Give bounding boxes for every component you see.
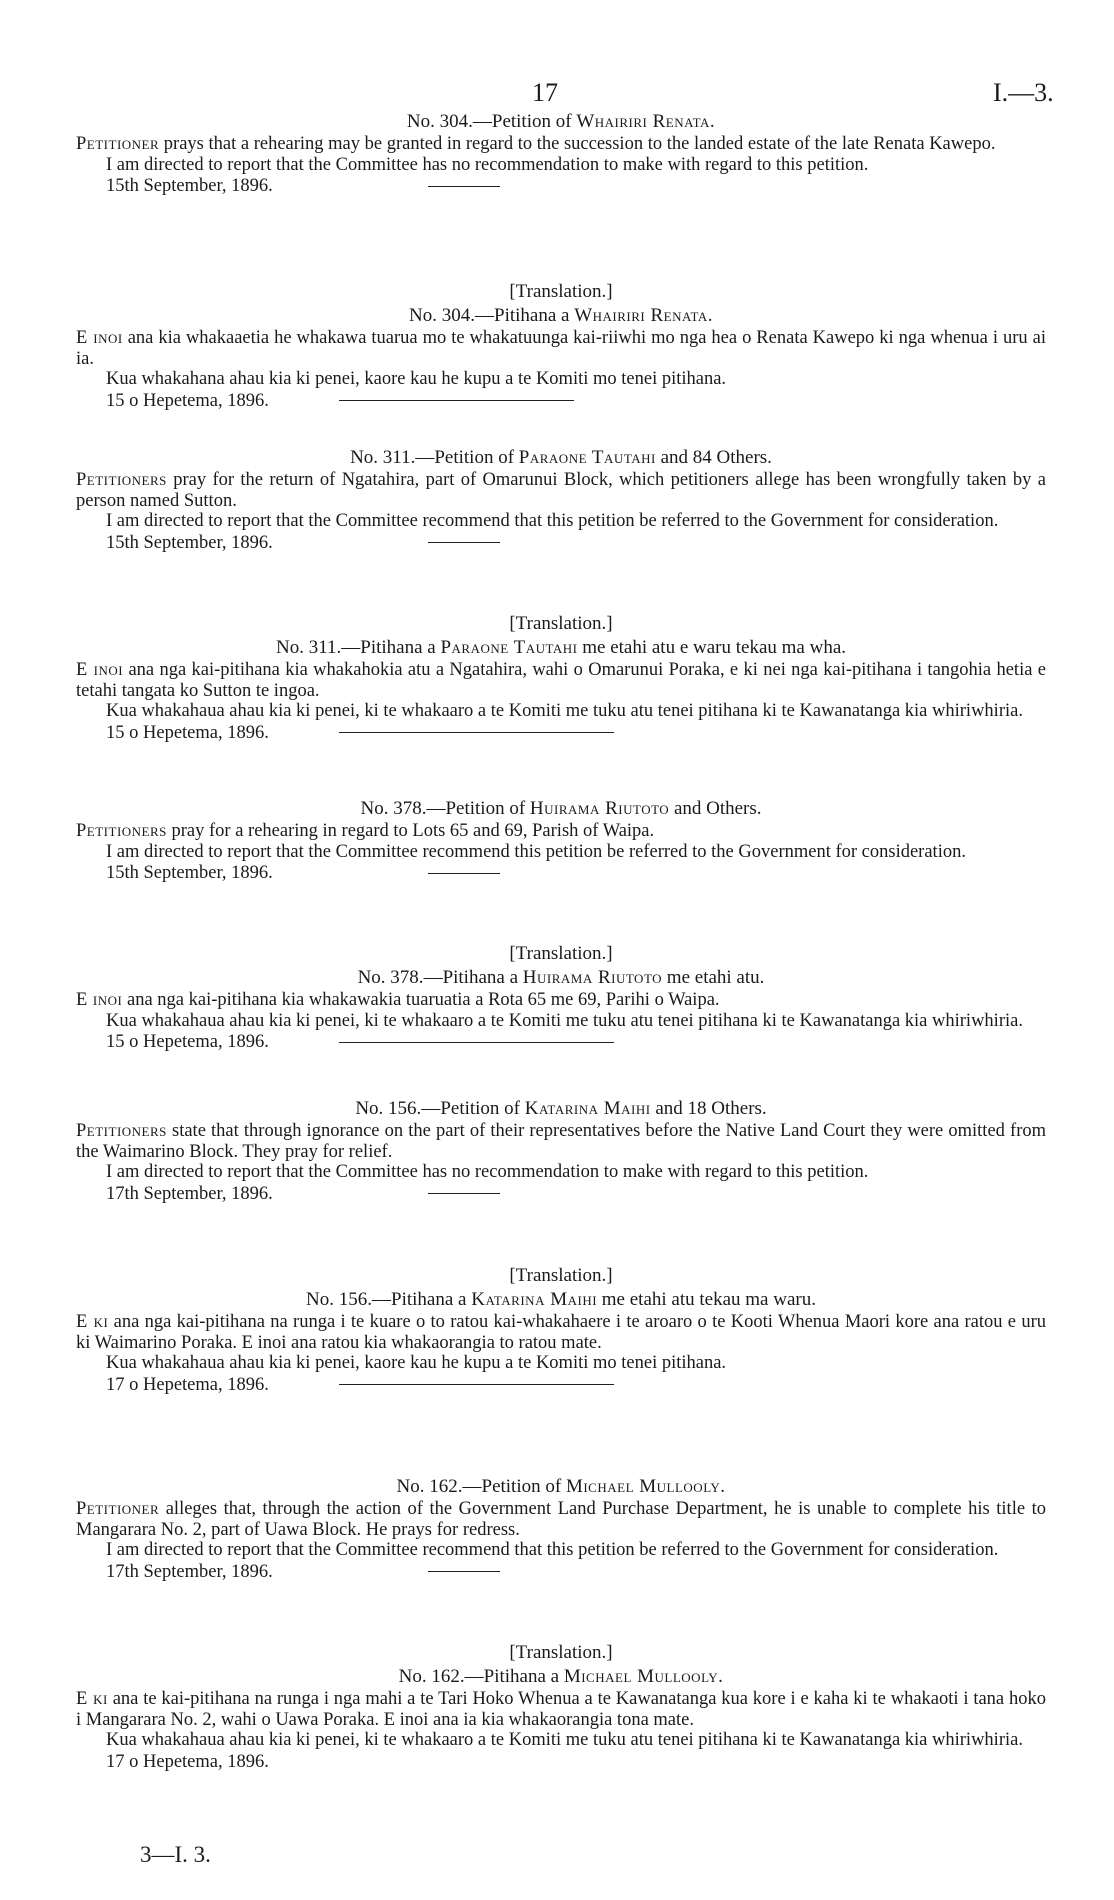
committee-report: I am directed to report that the Committee recommend this petition be referred to the Government for consideration. [106,841,966,862]
report-date: 17th September, 1896. [76,1183,1046,1205]
translation-label: [Translation.] [509,1642,613,1663]
committee-report: Kua whakahaua ahau kia ki penei, ki te whakaaro a te Komiti me tuku atu tenei pitihana ki te Kawanatanga kia whiriwhiria. [106,701,1023,721]
petition-body: E inoi ana nga kai-pitihana kia whakahokia atu a Ngatahira, wahi o Omarunui Poraka, e ki nei nga kai-pitihana i tangohia hetia e tetahi tangata ko Sutton te ingoa. [76,660,1046,701]
petition-body: E ki ana te kai-pitihana na runga i nga mahi a te Tari Hoko Whenua a te Kawanatanga kua kore i e kaha ki te whakaoti i tana hoko i Mangarara No. 2, wahi o Uawa Poraka. E inoi ana ia kia whakaorangia tona mate. [76,1689,1046,1730]
petition-title: No. 162.—Petition of Michael Mullooly. [396,1476,726,1497]
report-date: 15 o Hepetema, 1896. [76,1031,1046,1053]
petition-title: No. 304.—Pitihana a Whairiri Renata. [409,305,713,326]
petition-156-english [76,1097,1046,1205]
petition-body: E inoi ana kia whakaaetia he whakawa tuarua mo te whakatuunga kai-riiwhi mo nga hea o Renata Kawepo ki nga whenua i uru ai ia. [76,328,1046,369]
committee-report: I am directed to report that the Committee has no recommendation to make with regard to this petition. [106,1162,869,1182]
petition-title: No. 378.—Petition of Huirama Riutoto and Others. [360,798,762,819]
document-reference: I.—3. [993,78,1054,107]
committee-report: Kua whakahaua ahau kia ki penei, ki te whakaaro a te Komiti me tuku atu tenei pitihana ki te Kawanatanga kia whiriwhiria. [106,1730,1023,1750]
translation-label: [Translation.] [509,613,613,634]
petition-body: E inoi ana nga kai-pitihana kia whakawakia tuaruatia a Rota 65 me 69, Parihi o Waipa. [76,990,720,1010]
committee-report: Kua whakahana ahau kia ki penei, kaore kau he kupu a te Komiti mo tenei pitihana. [106,369,727,389]
committee-report: Kua whakahaua ahau kia ki penei, ki te whakaaro a te Komiti me tuku atu tenei pitihana ki te Kawanatanga kia whiriwhiria. [106,1010,1023,1031]
petition-body: Petitioners pray for a rehearing in regard to Lots 65 and 69, Parish of Waipa. [76,821,655,841]
committee-report: Kua whakahaua ahau kia ki penei, kaore kau he kupu a te Komiti mo tenei pitihana. [106,1353,727,1373]
translation-label: [Translation.] [509,943,613,964]
petition-304-maori [76,280,1046,412]
report-date: 15 o Hepetema, 1896. [76,390,1046,412]
petition-304-english [76,110,1046,197]
petition-162-english [76,1475,1046,1583]
petition-378-maori [76,942,1046,1053]
petition-162-maori [76,1641,1046,1773]
petition-title: No. 311.—Pitihana a Paraone Tautahi me etahi atu e waru tekau ma wha. [275,637,847,658]
report-date: 17 o Hepetema, 1896. [106,1751,269,1772]
petition-title: No. 378.—Pitihana a Huirama Riutoto me etahi atu. [357,967,765,988]
petition-title: No. 156.—Petition of Katarina Maihi and 18 Others. [355,1098,767,1119]
petition-body: Petitioners pray for the return of Ngatahira, part of Omarunui Block, which petitioners allege has been wrongfully taken by a person named Sutton. [76,470,1046,511]
report-date: 15th September, 1896. [76,532,1046,554]
petition-body: Petitioner prays that a rehearing may be granted in regard to the succession to the landed estate of the late Renata Kawepo. [76,134,996,154]
printer-signature: 3—I. 3. [140,1842,211,1867]
petition-body: E ki ana nga kai-pitihana na runga i te kuare o to ratou kai-whakahaere i te aroaro o te Kooti Whenua Maori kore ana ratou e uru ki Waimarino Poraka. E inoi ana ratou kia whakaorangia to ratou mate. [76,1312,1046,1353]
petition-body: Petitioner alleges that, through the action of the Government Land Purchase Department, he is unable to complete his title to Mangarara No. 2, part of Uawa Block. He prays for redress. [76,1499,1046,1540]
petition-title: No. 311.—Petition of Paraone Tautahi and 84 Others. [350,447,772,468]
report-date: 15th September, 1896. [76,175,1046,197]
petition-title: No. 162.—Pitihana a Michael Mullooly. [398,1666,724,1687]
petition-body: Petitioners state that through ignorance on the part of their representatives before the Native Land Court they were omitted from the Waimarino Block. They pray for relief. [76,1121,1046,1162]
committee-report: I am directed to report that the Committee has no recommendation to make with regard to this petition. [106,154,869,175]
report-date: 15 o Hepetema, 1896. [76,722,1046,744]
translation-label: [Translation.] [509,1265,613,1286]
translation-label: [Translation.] [509,281,613,302]
petition-156-maori [76,1264,1046,1396]
committee-report: I am directed to report that the Committee recommend that this petition be referred to the Government for consideration. [106,1540,999,1560]
petition-311-maori [76,612,1046,744]
petition-311-english [76,446,1046,554]
report-date: 15th September, 1896. [76,862,1046,884]
petition-title: No. 156.—Pitihana a Katarina Maihi me etahi atu tekau ma waru. [306,1289,816,1310]
petition-378-english [76,797,1046,884]
report-date: 17th September, 1896. [76,1561,1046,1583]
report-date: 17 o Hepetema, 1896. [76,1374,1046,1396]
page-number: 17 [532,78,558,107]
committee-report: I am directed to report that the Committee recommend that this petition be referred to the Government for consideration. [106,511,999,531]
petition-title: No. 304.—Petition of Whairiri Renata. [406,111,716,132]
